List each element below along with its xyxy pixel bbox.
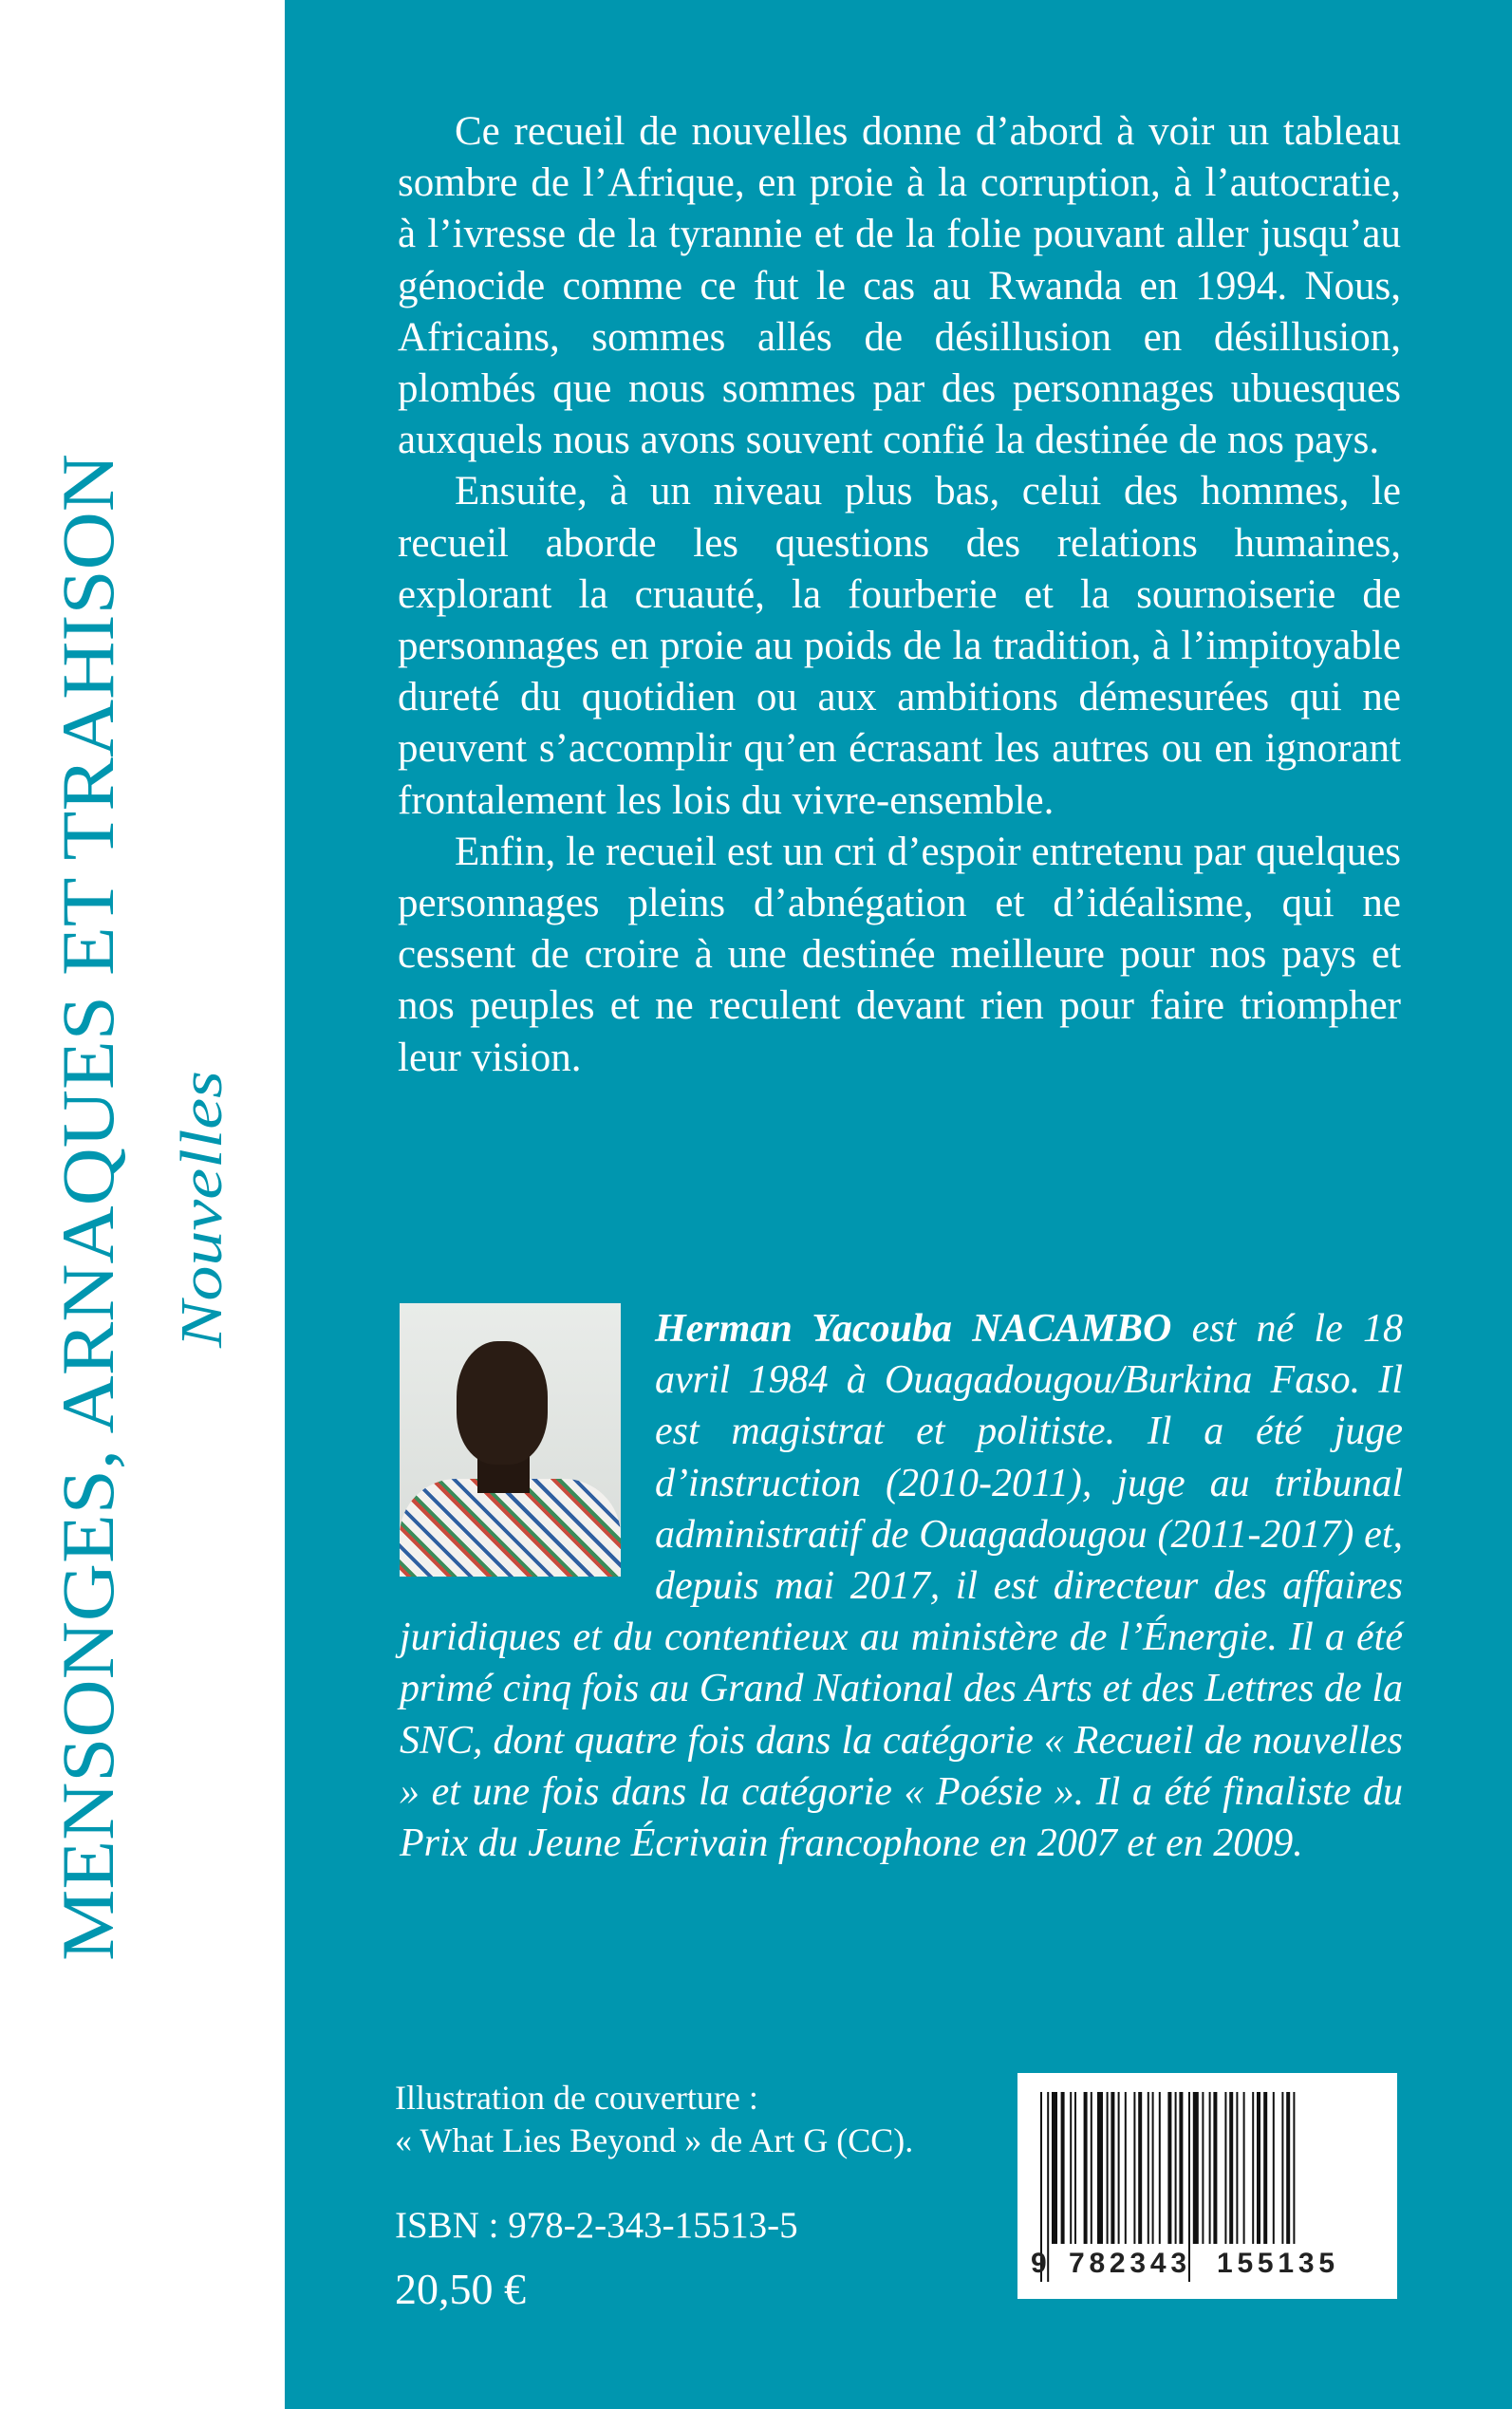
barcode-bar bbox=[1125, 2092, 1127, 2244]
barcode-bar bbox=[1202, 2092, 1204, 2244]
barcode-bar bbox=[1252, 2092, 1254, 2244]
barcode-bar bbox=[1084, 2092, 1088, 2244]
book-title: MENSONGES, ARNAQUES ET TRAHISON bbox=[47, 573, 129, 1961]
author-bio bbox=[400, 1303, 1403, 1869]
barcode-bar bbox=[1236, 2092, 1238, 2244]
barcode bbox=[1017, 2073, 1397, 2299]
barcode-bar bbox=[1052, 2092, 1057, 2244]
barcode-bar bbox=[1152, 2092, 1154, 2244]
barcode-bar bbox=[1224, 2092, 1226, 2244]
author-name: Herman Yacouba NACAMBO bbox=[655, 1307, 1172, 1351]
barcode-bar bbox=[1229, 2092, 1233, 2244]
barcode-bar bbox=[1091, 2092, 1092, 2244]
barcode-digits-right: 155135 bbox=[1217, 2248, 1335, 2279]
cover-credits bbox=[395, 2077, 913, 2162]
barcode-bar bbox=[1070, 2092, 1072, 2244]
barcode-bar bbox=[1257, 2092, 1260, 2244]
barcode-bar bbox=[1159, 2092, 1161, 2244]
credit-line: Illustration de couverture : bbox=[395, 2079, 758, 2117]
book-genre: Nouvelles bbox=[170, 1115, 234, 1348]
barcode-bar bbox=[1281, 2092, 1283, 2244]
barcode-digits-left: 782343 bbox=[1069, 2248, 1186, 2279]
barcode-bar bbox=[1097, 2092, 1103, 2244]
barcode-bar bbox=[1213, 2092, 1217, 2244]
barcode-bar bbox=[1111, 2092, 1114, 2244]
author-bio-text: est né le 18 avril 1984 à Ouagadougou/Burkina Faso. Il est magistrat et politiste. Il a été juge d’instruction (2010-2011), juge au tribunal administratif de Ouagadougou (2011-2017) et, depuis mai 2017, il est directeur des affaires juridiques et du contentieux au ministère de l’Énergie. Il a été primé cinq fois au Grand National des Arts et des Lettres de la SNC, dont quatre fois dans la catégorie « Recueil de nouvelles » et une fois dans la catégorie « Poésie ». Il a été finaliste du Prix du Jeune Écrivain francophone en 2007 et en 2009. bbox=[400, 1307, 1403, 1866]
barcode-bar bbox=[1263, 2092, 1267, 2244]
barcode-bar bbox=[1047, 2092, 1049, 2282]
barcode-bar bbox=[1148, 2092, 1149, 2244]
barcode-bar bbox=[1193, 2092, 1199, 2244]
barcode-bar bbox=[1286, 2092, 1290, 2244]
isbn: ISBN : 978-2-343-15513-5 bbox=[395, 2205, 798, 2246]
barcode-bar bbox=[1188, 2092, 1190, 2282]
price: 20,50 € bbox=[395, 2265, 526, 2313]
author-photo bbox=[400, 1303, 621, 1577]
book-spine bbox=[0, 0, 285, 2409]
blurb-paragraph: Ce recueil de nouvelles donne d’abord à voir un tableau sombre de l’Afrique, en proie à la corruption, à l’autocratie, à l’ivresse de la tyrannie et de la folie pouvant aller jusqu’au génocide comme ce fut le cas au Rwanda en 1994. Nous, Africains, sommes allés de désillusion en désillusion, plombés que nous sommes par des personnages ubuesques auxquels nous avons souvent confié la destinée de nos pays. bbox=[398, 109, 1401, 463]
barcode-digit-first: 9 bbox=[1031, 2248, 1047, 2279]
blurb-paragraph: Ensuite, à un niveau plus bas, celui des hommes, le recueil aborde les questions des relations humaines, explorant la cruauté, la fourberie et la sournoiserie de personnages en proie au poids de la tradition, à l’impitoyable dureté du quotidien ou aux ambitions démesurées qui ne peuvent s’accomplir qu’en écrasant les autres ou en ignorant frontalement les lois du vivre-ensemble. bbox=[398, 469, 1401, 823]
barcode-bar bbox=[1133, 2092, 1135, 2244]
barcode-bar bbox=[1138, 2092, 1142, 2244]
credit-line: « What Lies Beyond » de Art G (CC). bbox=[395, 2121, 914, 2159]
barcode-bar bbox=[1074, 2092, 1076, 2244]
barcode-bar bbox=[1243, 2092, 1245, 2244]
barcode-bar bbox=[1175, 2092, 1177, 2244]
back-cover-blurb bbox=[398, 106, 1401, 1084]
barcode-bar bbox=[1107, 2092, 1109, 2244]
barcode-bars bbox=[1017, 2073, 1397, 2299]
barcode-bar bbox=[1179, 2092, 1183, 2244]
barcode-bar bbox=[1293, 2092, 1295, 2244]
barcode-bar bbox=[1061, 2092, 1065, 2244]
barcode-bar bbox=[1167, 2092, 1171, 2244]
barcode-bar bbox=[1209, 2092, 1211, 2244]
blurb-paragraph: Enfin, le recueil est un cri d’espoir entretenu par quelques personnages pleins d’abnégation et d’idéalisme, qui ne cessent de croire à une destinée meilleure pour nos pays et nos peuples et ne reculent devant rien pour faire triompher leur vision. bbox=[398, 829, 1401, 1080]
barcode-bar bbox=[1118, 2092, 1120, 2244]
spine-text bbox=[0, 0, 285, 2409]
barcode-bar bbox=[1273, 2092, 1275, 2244]
